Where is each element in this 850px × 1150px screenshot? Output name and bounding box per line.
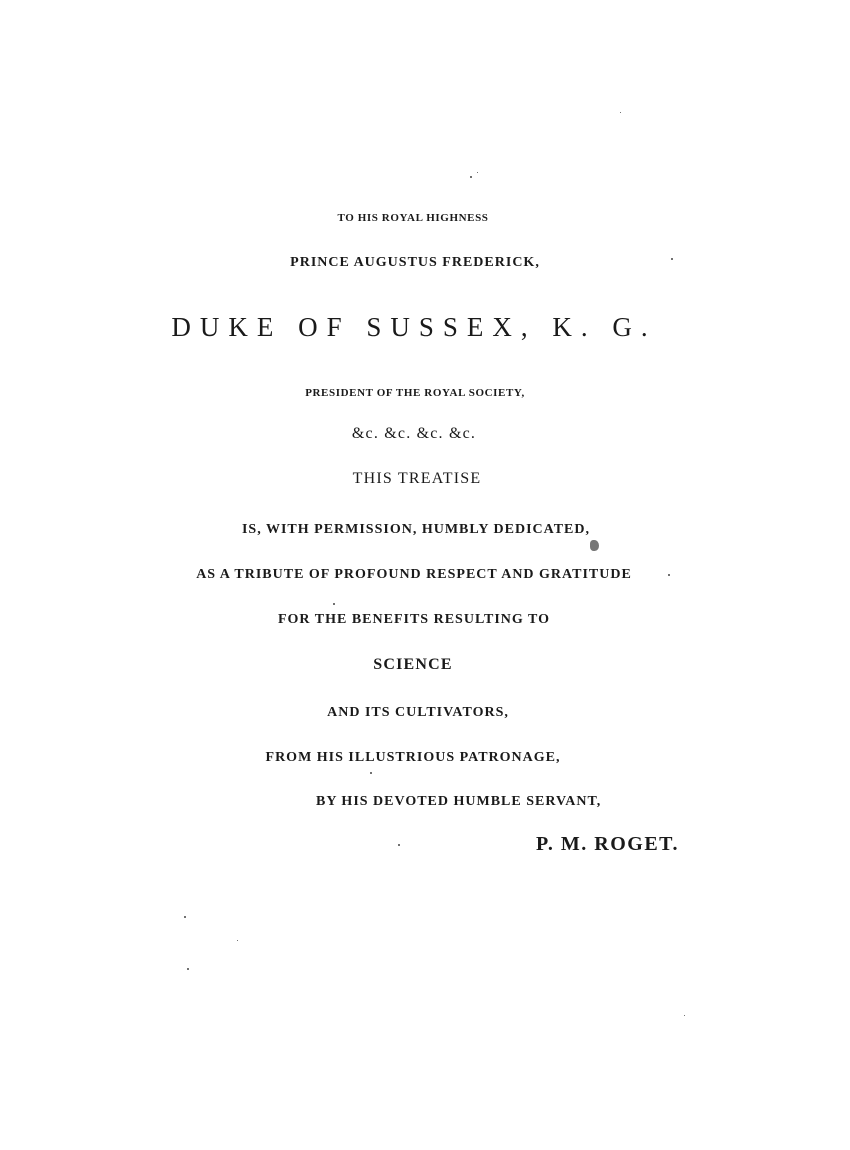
signature: P. M. ROGET. — [536, 833, 680, 855]
speck — [398, 844, 400, 846]
speck — [184, 916, 186, 918]
ink-blot — [590, 540, 599, 551]
dedication-line-prince: PRINCE AUGUSTUS FREDERICK, — [290, 255, 540, 270]
speck — [370, 772, 372, 774]
dedication-line-patronage: FROM HIS ILLUSTRIOUS PATRONAGE, — [265, 750, 561, 765]
speck — [684, 1015, 685, 1016]
speck — [668, 574, 670, 576]
dedication-line-permission: IS, WITH PERMISSION, HUMBLY DEDICATED, — [241, 522, 590, 537]
dedication-line-etcetera: &c. &c. &c. &c. — [351, 425, 477, 442]
dedication-line-president: PRESIDENT OF THE ROYAL SOCIETY, — [305, 387, 525, 399]
speck — [671, 258, 673, 260]
speck — [470, 176, 472, 178]
dedication-line-cultivators: AND ITS CULTIVATORS, — [327, 705, 509, 720]
dedication-line-duke: DUKE OF SUSSEX, K. G. — [171, 312, 657, 342]
speck — [477, 172, 478, 173]
speck — [620, 112, 621, 113]
dedication-line-tribute: AS A TRIBUTE OF PROFOUND RESPECT AND GRATITUDE — [196, 567, 632, 582]
dedication-line-science: SCIENCE — [373, 656, 453, 673]
dedication-line-servant: BY HIS DEVOTED HUMBLE SERVANT, — [316, 794, 602, 809]
dedication-line-treatise: THIS TREATISE — [352, 470, 482, 487]
speck — [237, 940, 238, 941]
speck — [333, 603, 335, 605]
dedication-line-addressee: TO HIS ROYAL HIGHNESS — [337, 212, 489, 224]
dedication-line-benefits: FOR THE BENEFITS RESULTING TO — [277, 612, 551, 627]
speck — [187, 968, 189, 970]
